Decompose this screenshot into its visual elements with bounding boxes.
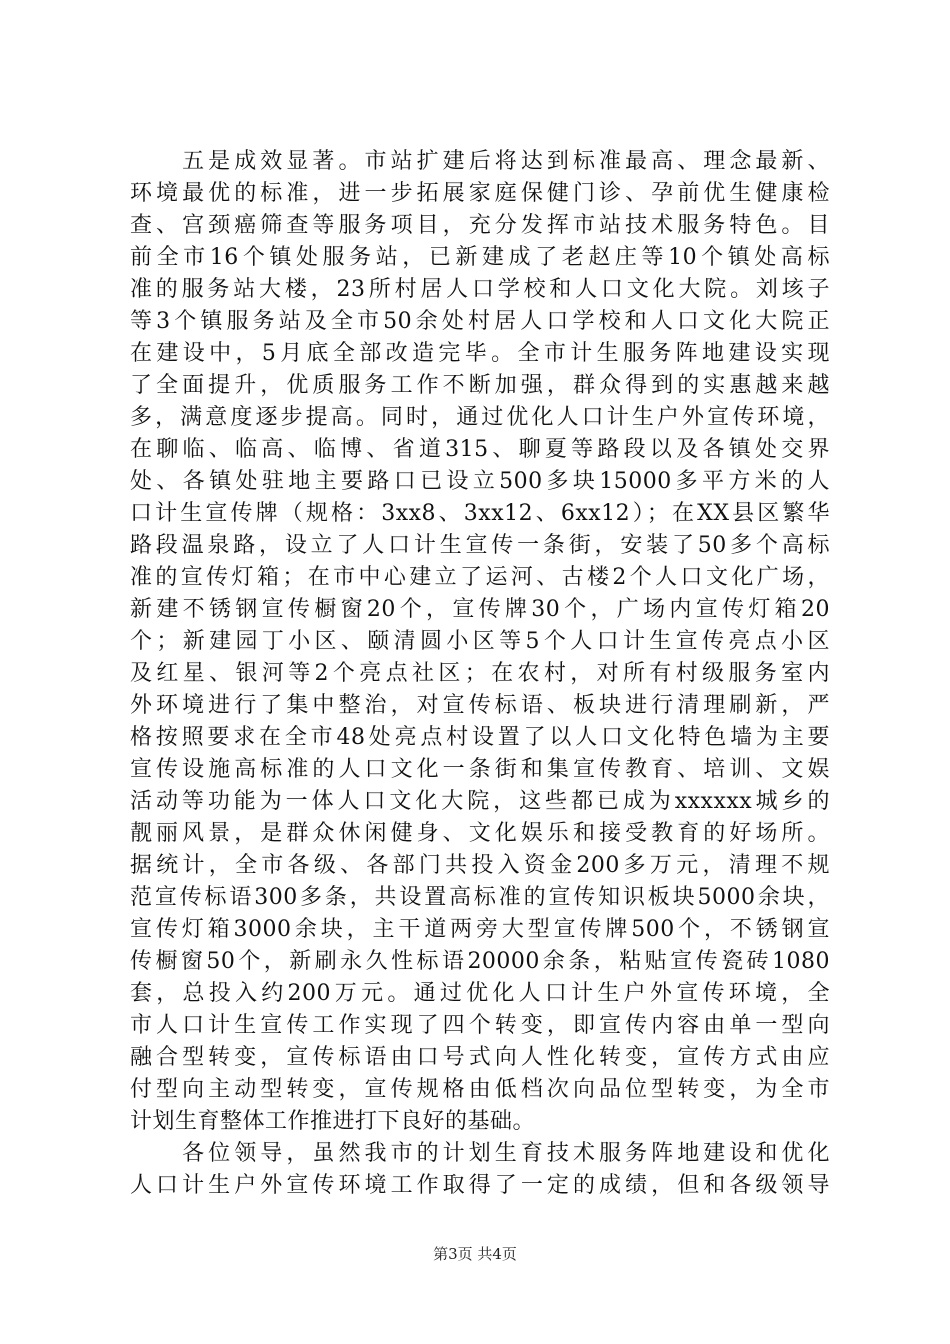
- text-line: 靓丽风景，是群众休闲健身、文化娱乐和接受教育的好场所。: [130, 821, 830, 846]
- text-line: 路段温泉路，设立了人口计生宣传一条街，安装了50多个高标: [130, 533, 830, 558]
- text-line: 处、各镇处驻地主要路口已设立500多块15000多平方米的人: [130, 469, 830, 494]
- text-line: 各位领导，虽然我市的计划生育技术服务阵地建设和优化: [130, 1141, 830, 1166]
- text-line: 市人口计生宣传工作实现了四个转变，即宣传内容由单一型向: [130, 1013, 830, 1038]
- text-line: 查、宫颈癌筛查等服务项目，充分发挥市站技术服务特色。目: [130, 213, 830, 238]
- text-line: 及红星、银河等2个亮点社区；在农村，对所有村级服务室内: [130, 661, 830, 686]
- text-line: 范宣传标语300多条，共设置高标准的宣传知识板块5000余块，: [130, 885, 830, 910]
- text-line: 环境最优的标准，进一步拓展家庭保健门诊、孕前优生健康检: [130, 181, 830, 206]
- text-line: 新建不锈钢宣传橱窗20个，宣传牌30个，广场内宣传灯箱20: [130, 597, 830, 622]
- text-line: 套，总投入约200万元。通过优化人口计生户外宣传环境，全: [130, 981, 830, 1006]
- text-line: 传橱窗50个，新刷永久性标语20000余条，粘贴宣传瓷砖1080: [130, 949, 830, 974]
- text-line: 宣传灯箱3000余块，主干道两旁大型宣传牌500个，不锈钢宣: [130, 917, 830, 942]
- page-number: 第3页 共4页: [433, 1245, 517, 1263]
- text-line: 五是成效显著。市站扩建后将达到标准最高、理念最新、: [130, 149, 830, 174]
- text-line: 前全市16个镇处服务站，已新建成了老赵庄等10个镇处高标: [130, 245, 830, 270]
- text-line: 计划生育整体工作推进打下良好的基础。: [130, 1109, 536, 1134]
- text-line: 在聊临、临高、临博、省道315、聊夏等路段以及各镇处交界: [130, 437, 830, 462]
- text-line: 融合型转变，宣传标语由口号式向人性化转变，宣传方式由应: [130, 1045, 830, 1070]
- document-body: [130, 146, 830, 1202]
- text-line: 在建设中，5月底全部改造完毕。全市计生服务阵地建设实现: [130, 341, 830, 366]
- text-line: 个；新建园丁小区、颐清圆小区等5个人口计生宣传亮点小区: [130, 629, 830, 654]
- text-line: 宣传设施高标准的人口文化一条街和集宣传教育、培训、文娱: [130, 757, 830, 782]
- text-line: 多，满意度逐步提高。同时，通过优化人口计生户外宣传环境，: [130, 405, 830, 430]
- text-line: 活动等功能为一体人口文化大院，这些都已成为xxxxxx城乡的: [130, 789, 830, 814]
- text-line: 准的服务站大楼，23所村居人口学校和人口文化大院。刘垓子: [130, 277, 830, 302]
- text-line: 准的宣传灯箱；在市中心建立了运河、古楼2个人口文化广场，: [130, 565, 830, 590]
- paragraph-results: [130, 146, 830, 1138]
- text-line: 口计生宣传牌（规格：3xx8、3xx12、6xx12）；在XX县区繁华: [130, 501, 830, 526]
- text-line: 人口计生户外宣传环境工作取得了一定的成绩，但和各级领导: [130, 1173, 830, 1198]
- text-line: 付型向主动型转变，宣传规格由低档次向品位型转变，为全市: [130, 1077, 830, 1102]
- text-line: 外环境进行了集中整治，对宣传标语、板块进行清理刷新，严: [130, 693, 830, 718]
- page-footer: [0, 1244, 950, 1264]
- text-line: 了全面提升，优质服务工作不断加强，群众得到的实惠越来越: [130, 373, 830, 398]
- text-line: 据统计，全市各级、各部门共投入资金200多万元，清理不规: [130, 853, 830, 878]
- text-line: 格按照要求在全市48处亮点村设置了以人口文化特色墙为主要: [130, 725, 830, 750]
- paragraph-leaders: [130, 1138, 830, 1202]
- text-line: 等3个镇服务站及全市50余处村居人口学校和人口文化大院正: [130, 309, 830, 334]
